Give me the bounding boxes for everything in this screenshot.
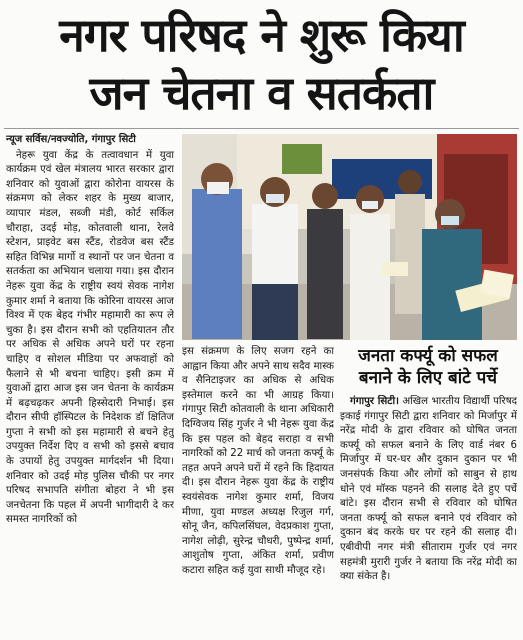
headline-rule — [4, 128, 519, 129]
sidebar-story-body — [340, 395, 517, 635]
headline-line-2: जन चेतना व सतर्कता — [89, 66, 434, 120]
sidebar-story-text: अखिल भारतीय विद्यार्थी परिषद इकाई गंगापुर सिटी द्वारा शनिवार को मिर्जापुर में नरेंद्र मोदी के द्वारा रविवार को घोषित जनता कर्फ्यू को सफल बनाने के लिए वार्ड नंबर 6 मिर्जापुर में घर-घर और दुकान दुकान पर भी जनसंपर्क किया और लोगों को साबुन से हाथ धोने एवं मॉस्क पहनने की सलाह देते हुए पर्चे बांटे। इस दौरान सभी से रविवार को घोषित जनता कर्फ्यू को सफल बनाने एवं रविवार को दुकान बंद करके घर पर रहने की सलाह दी। एबीवीपी नगर मंत्री सीताराम गुर्जर एवं नगर सहमंत्री मुरारी गुर्जर ने बताया कि नरेंद्र मोदी का क्या संकेत है। — [340, 396, 517, 583]
news-photo-image — [182, 134, 517, 340]
article-body-part-1: नेहरू युवा केंद्र के तत्वावधान में युवा कार्यक्रम एवं खेल मंत्रालय भारत सरकार द्वारा शनिवार को युवाओं द्वारा कोरोना वायरस के संक्रमण को लेकर शहर के मुख्य बाजार, व्यापार मंडल, सब्जी मंडी, कोर्ट सर्किल चौराहा, उदई मोड़, कोतवाली थाना, रेलवे स्टेशन, प्राइवेट बस स्टैंड, रोडवेज बस स्टैंड सहित विभिन्न मार्गो व स्थानों पर जन चेतना व सतर्कता का अभियान चलाया गया। इस दौरान नेहरू युवा केंद्र के राष्ट्रीय स्वयं सेवक नागेश कुमार शर्मा ने बताया कि कोरिना वायरस आज विश्व में एक बेहद गंभीर महामारी का रूप ले चुका है। इस दौरान सभी को एहतियातन तौर पर अधिक से अधिक अपने घरों पर रहना चाहिए व सोशल मीडिया पर अफवाहों को फैलाने से भी बचना चाहिए। इसी क्रम में युवाओं द्वारा आज इस जन चेतना के कार्यक्रम में बढ़चढ़कर अपनी हिस्सेदारी निभाई। इस दौरान सीपी हॉस्पिटल के निदेशक डॉ क्षितिज गुप्ता ने सभी को इस महामारी से बचने हेतु उपयुक्त निर्देश दिए व सभी को इससे बचाव के उपायों हेतु उपयुक्त मार्गदर्शन भी दिया। शनिवार को उदई मोड़ पुलिस चौकी पर नगर परिषद सभापति संगीता बोहरा ने भी इस जनचेतना कि पहल में अपनी भागीदारी दे कर समस्त नागरिकों को — [6, 149, 174, 526]
article-column-2 — [182, 345, 334, 635]
article-body-part-2: इस संक्रमण के लिए सजग रहने का आह्वान किया और अपने साथ सदैव मास्क व सैनिटाइजर का अधिक से अधिक इस्तेमाल करने का भी आग्रह किया। गंगापुर सिटी कोतवाली के थाना अधिकारी दिग्विजय सिंह गुर्जर ने भी नेहरू युवा केंद्र कि इस पहल को बेहद सराहा व सभी नागरिकों को 22 मार्च को जनता कर्फ्यू के तहत अपने अपने घरों में रहने कि हिदायत दी। इस दौरान नेहरू युवा केंद्र के राष्ट्रीय स्वयंसेवक नागेश कुमार शर्मा, विजय मीणा, युवा मण्डल अध्यक्ष रिजुल गर्ग, सोनू जैन, कपिलसिंघल, वेदप्रकाश गुप्ता, नागेश लोढ़ी, सुरेन्द्र चौधरी, पुष्पेन्द्र शर्मा, आशुतोष गुप्ता, अंकित शर्मा, प्रवीण कटारा सहित कई युवा साथी मौजूद रहे। — [182, 346, 334, 576]
headline — [0, 6, 523, 122]
headline-line-1: नगर परिषद ने शुरू किया — [59, 8, 464, 62]
article-column-1 — [6, 133, 174, 633]
news-photo — [182, 134, 517, 340]
sidebar-story-headline: जनता कर्फ्यू को सफल बनाने के लिए बांटे पर्चे — [358, 346, 498, 388]
article-dateline: न्यूज सर्विस/नवज्योति, गंगापुर सिटी — [6, 134, 136, 145]
sidebar-story-paragraph — [340, 395, 517, 585]
sidebar-story-dateline: गंगापुर सिटी। — [350, 396, 399, 407]
